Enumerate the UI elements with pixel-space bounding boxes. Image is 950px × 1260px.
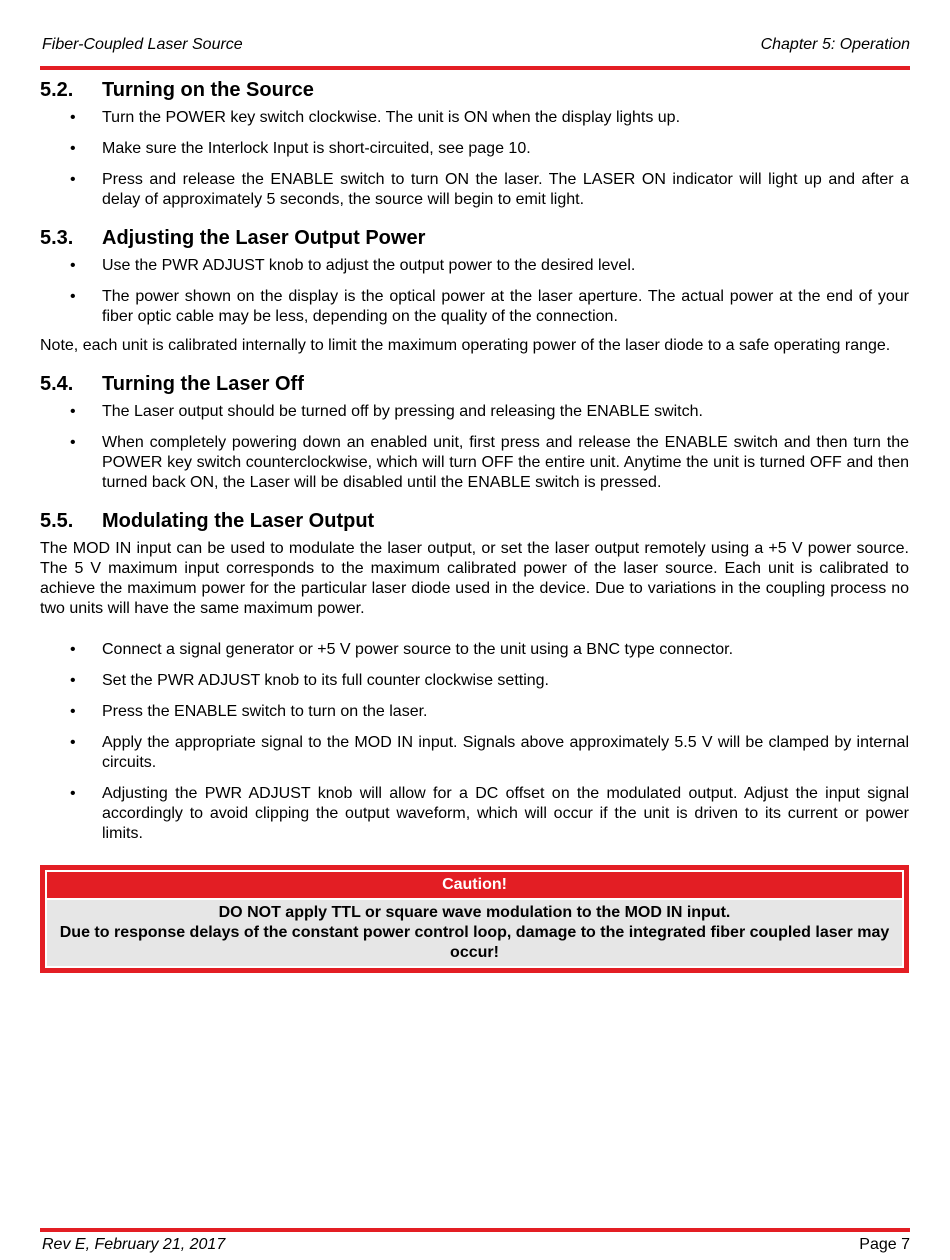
list-item xyxy=(40,256,909,276)
caution-line-1: DO NOT apply TTL or square wave modulation to the MOD IN input. xyxy=(218,904,731,921)
caution-box xyxy=(40,865,909,973)
section-heading xyxy=(40,76,909,104)
bullet-icon: • xyxy=(70,403,76,420)
section-title: Adjusting the Laser Output Power xyxy=(102,227,426,249)
list-item-text: Make sure the Interlock Input is short-circuited, see page 10. xyxy=(102,140,531,157)
caution-line-2: Due to response delays of the constant power control loop, damage to the integrated fiber coupled laser may occur! xyxy=(59,924,890,961)
section-heading xyxy=(40,507,909,535)
bullet-icon: • xyxy=(70,785,76,802)
list-item xyxy=(40,287,909,327)
bullet-icon: • xyxy=(70,672,76,689)
list-item xyxy=(40,702,909,722)
list-item-text: Turn the POWER key switch clockwise. The unit is ON when the display lights up. xyxy=(102,109,681,126)
list-item-text: When completely powering down an enabled unit, first press and release the ENABLE switch and then turn the POWER key switch counterclockwise, which will turn OFF the entire unit. Anytime the unit is turned OFF and then turned back ON, the Laser will be disabled until the ENABLE switch is pressed. xyxy=(102,434,909,491)
header-rule xyxy=(40,66,910,70)
list-item-text: Press the ENABLE switch to turn on the laser. xyxy=(102,703,428,720)
list-item xyxy=(40,784,909,844)
bullet-list xyxy=(40,402,909,493)
list-item-text: Apply the appropriate signal to the MOD IN input. Signals above approximately 5.5 V will be clamped by internal circuits. xyxy=(102,734,909,771)
section-heading xyxy=(40,370,909,398)
bullet-icon: • xyxy=(70,257,76,274)
list-item-text: Set the PWR ADJUST knob to its full counter clockwise setting. xyxy=(102,672,549,689)
list-item xyxy=(40,139,909,159)
caution-inner xyxy=(46,871,903,967)
footer-revision: Rev E, February 21, 2017 xyxy=(42,1236,226,1253)
list-item xyxy=(40,671,909,691)
section-number: 5.4. xyxy=(40,373,74,395)
list-item xyxy=(40,433,909,493)
list-item xyxy=(40,733,909,773)
bullet-icon: • xyxy=(70,703,76,720)
list-item xyxy=(40,640,909,660)
section-title: Turning on the Source xyxy=(102,79,314,101)
footer-page-number: Page 7 xyxy=(859,1236,910,1253)
bullet-icon: • xyxy=(70,641,76,658)
bullet-icon: • xyxy=(70,288,76,305)
list-item-text: Adjusting the PWR ADJUST knob will allow for a DC offset on the modulated output. Adjust the input signal accordingly to avoid clipping the output waveform, which will occur if the unit is driven to its current or power limits. xyxy=(102,785,909,842)
bullet-icon: • xyxy=(70,171,76,188)
section-note: Note, each unit is calibrated internally to limit the maximum operating power of the laser diode to a safe operating range. xyxy=(40,337,891,354)
section-number: 5.5. xyxy=(40,510,74,532)
list-item-text: Connect a signal generator or +5 V power source to the unit using a BNC type connector. xyxy=(102,641,734,658)
bullet-icon: • xyxy=(70,734,76,751)
bullet-list xyxy=(40,108,909,210)
list-item xyxy=(40,170,909,210)
list-item-text: The power shown on the display is the optical power at the laser aperture. The actual power at the end of your fiber optic cable may be less, depending on the quality of the connection. xyxy=(102,288,909,325)
bullet-icon: • xyxy=(70,140,76,157)
list-item xyxy=(40,108,909,128)
section-heading xyxy=(40,224,909,252)
list-item-text: The Laser output should be turned off by pressing and releasing the ENABLE switch. xyxy=(102,403,703,420)
footer-rule xyxy=(40,1228,910,1232)
section-5-2 xyxy=(40,76,909,210)
section-5-3 xyxy=(40,224,909,356)
section-intro: The MOD IN input can be used to modulate the laser output, or set the laser output remotely using a +5 V power source. The 5 V maximum input corresponds to the maximum calibrated power of the laser source. Each unit is calibrated to achieve the maximum power for the particular laser diode used in the device. Due to variations in the coupling process no two units will have the same maximum power. xyxy=(40,540,909,617)
header-chapter: Chapter 5: Operation xyxy=(760,36,910,53)
section-5-5 xyxy=(40,507,909,844)
list-item-text: Use the PWR ADJUST knob to adjust the output power to the desired level. xyxy=(102,257,636,274)
section-5-4 xyxy=(40,370,909,493)
caution-message xyxy=(47,898,902,966)
section-number: 5.2. xyxy=(40,79,74,101)
bullet-list xyxy=(40,640,909,844)
list-item xyxy=(40,402,909,422)
bullet-icon: • xyxy=(70,434,76,451)
section-title: Modulating the Laser Output xyxy=(102,510,375,532)
caution-title: Caution! xyxy=(47,872,902,898)
page-content xyxy=(40,74,909,973)
bullet-icon: • xyxy=(70,109,76,126)
header-doc-title: Fiber-Coupled Laser Source xyxy=(42,36,243,53)
section-title: Turning the Laser Off xyxy=(102,373,304,395)
list-item-text: Press and release the ENABLE switch to turn ON the laser. The LASER ON indicator will light up and after a delay of approximately 5 seconds, the source will begin to emit light. xyxy=(102,171,909,208)
bullet-list xyxy=(40,256,909,327)
section-number: 5.3. xyxy=(40,227,74,249)
